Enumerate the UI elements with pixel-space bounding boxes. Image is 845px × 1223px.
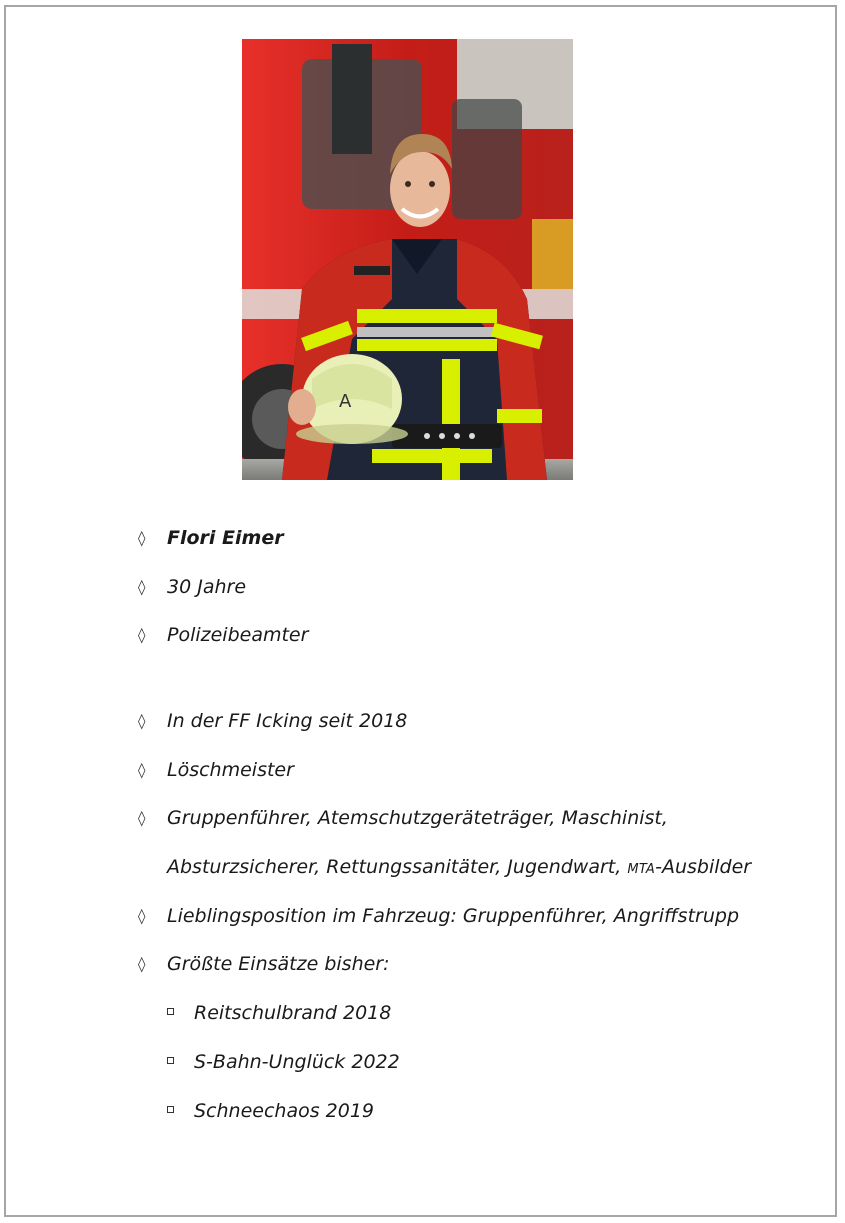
qualifications-text: Absturzsicherer, Rettungssanitäter, Jugendwart, [167, 856, 628, 878]
profile-age: 30 Jahre [167, 576, 247, 598]
qualifications-abbrev: MTA [627, 862, 656, 877]
qualifications-suffix: -Ausbilder [655, 856, 752, 878]
profile-qualifications-line1: Gruppenführer, Atemschutzgeräteträger, Maschinist, [167, 807, 668, 829]
profile-operations-label: Größte Einsätze bisher: [167, 953, 390, 975]
square-bullet-icon [167, 1008, 174, 1015]
profile-rank: Löschmeister [167, 759, 294, 781]
profile-member-since: In der FF Icking seit 2018 [167, 710, 408, 732]
operation-item: Schneechaos 2019 [194, 1100, 375, 1122]
operation-item: Reitschulbrand 2018 [194, 1002, 392, 1024]
profile-qualifications-line2 [167, 855, 751, 882]
diamond-bullet-icon: ◊ [138, 712, 146, 730]
profile-name: Flori Eimer [167, 527, 284, 549]
diamond-bullet-icon: ◊ [138, 578, 146, 596]
diamond-bullet-icon: ◊ [138, 907, 146, 925]
profile-favorite-position: Lieblingsposition im Fahrzeug: Gruppenführer, Angriffstrupp [167, 905, 740, 927]
profile-occupation: Polizeibeamter [167, 624, 309, 646]
operation-item: S-Bahn-Unglück 2022 [194, 1051, 400, 1073]
diamond-bullet-icon: ◊ [138, 955, 146, 973]
diamond-bullet-icon: ◊ [138, 761, 146, 779]
helmet-letter: A [339, 391, 352, 412]
diamond-bullet-icon: ◊ [138, 626, 146, 644]
square-bullet-icon [167, 1057, 174, 1064]
diamond-bullet-icon: ◊ [138, 809, 146, 827]
diamond-bullet-icon: ◊ [138, 529, 146, 547]
square-bullet-icon [167, 1106, 174, 1113]
